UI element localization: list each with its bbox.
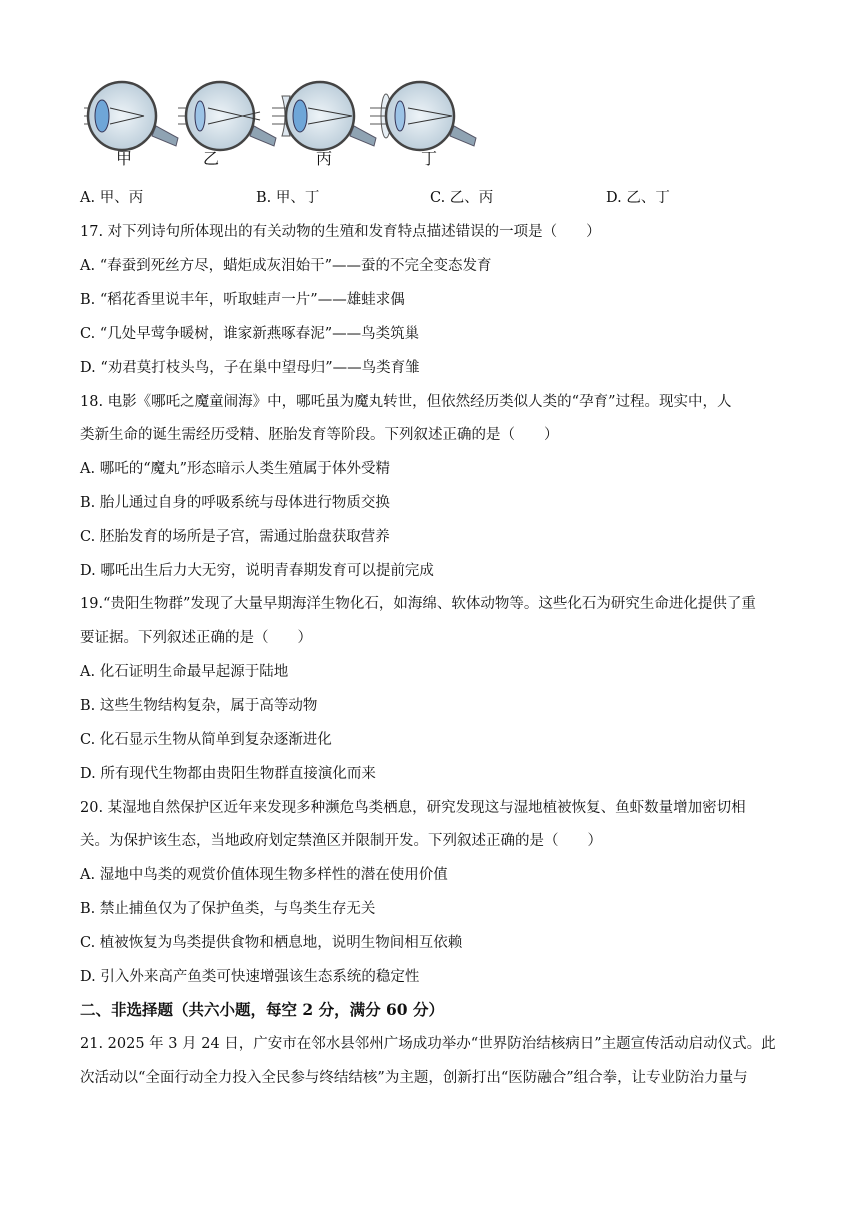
- q16-option-a: A. 甲、丙: [80, 190, 144, 206]
- q16-option-b: B. 甲、丁: [256, 190, 320, 206]
- q20-option-d: D. 引入外来高产鱼类可快速增强该生态系统的稳定性: [80, 969, 420, 985]
- section-2-title: 二、非选择题（共六小题，每空 2 分，满分 60 分）: [80, 1000, 444, 1019]
- q20-option-b: B. 禁止捕鱼仅为了保护鱼类，与鸟类生存无关: [80, 901, 376, 917]
- eye-jia-icon: [84, 82, 178, 150]
- q21-line2: 次活动以“全面行动全力投入全民参与终结结核”为主题，创新打出“医防融合”组合拳，让专业防治力量与: [80, 1070, 748, 1086]
- q18-option-d: D. 哪吒出生后力大无穷，说明青春期发育可以提前完成: [80, 563, 434, 579]
- q19-option-a: A. 化石证明生命最早起源于陆地: [80, 664, 289, 680]
- q19-stem-line2: 要证据。下列叙述正确的是（ ）: [80, 630, 312, 646]
- figure-label-bing: 丙: [316, 149, 333, 168]
- q18-stem-line2: 类新生命的诞生需经历受精、胚胎发育等阶段。下列叙述正确的是（ ）: [80, 427, 559, 443]
- q19-option-d: D. 所有现代生物都由贵阳生物群直接演化而来: [80, 766, 376, 782]
- q20-stem-line1: 20. 某湿地自然保护区近年来发现多种濒危鸟类栖息，研究发现这与湿地植被恢复、鱼虾数量增加密切相: [80, 800, 746, 816]
- q20-option-a: A. 湿地中鸟类的观赏价值体现生物多样性的潜在使用价值: [80, 867, 448, 883]
- q20-stem-line2: 关。为保护该生态，当地政府划定禁渔区并限制开发。下列叙述正确的是（ ）: [80, 833, 602, 849]
- q16-options: [80, 186, 780, 206]
- q19-option-b: B. 这些生物结构复杂，属于高等动物: [80, 698, 318, 714]
- eye-yi-icon: [178, 82, 276, 150]
- q18-option-a: A. 哪吒的“魔丸”形态暗示人类生殖属于体外受精: [80, 461, 391, 477]
- figure-label-jia: 甲: [116, 149, 133, 168]
- figure-label-ding: 丁: [421, 149, 438, 168]
- q19-stem-line1: 19.“贵阳生物群”发现了大量早期海洋生物化石，如海绵、软体动物等。这些化石为研究生命进化提供了重: [80, 596, 756, 612]
- q16-option-d: D. 乙、丁: [606, 190, 670, 206]
- q18-option-b: B. 胎儿通过自身的呼吸系统与母体进行物质交换: [80, 495, 390, 511]
- q17-option-a: A. “春蚕到死丝方尽，蜡炬成灰泪始干”——蚕的不完全变态发育: [80, 258, 492, 274]
- q18-stem-line1: 18. 电影《哪吒之魔童闹海》中，哪吒虽为魔丸转世，但依然经历类似人类的“孕育”过程。现实中，人: [80, 394, 732, 410]
- q17-stem: 17. 对下列诗句所体现出的有关动物的生殖和发育特点描述错误的一项是（ ）: [80, 224, 601, 240]
- q17-option-c: C. “几处早莺争暖树，谁家新燕啄春泥”——鸟类筑巢: [80, 326, 420, 342]
- q17-option-b: B. “稻花香里说丰年，听取蛙声一片”——雄蛙求偶: [80, 292, 405, 308]
- q19-option-c: C. 化石显示生物从简单到复杂逐渐进化: [80, 732, 332, 748]
- q21-line1: 21. 2025 年 3 月 24 日，广安市在邻水县邻州广场成功举办“世界防治结核病日”主题宣传活动启动仪式。此: [80, 1036, 776, 1052]
- figure-label-yi: 乙: [203, 149, 220, 168]
- q16-option-c: C. 乙、丙: [430, 190, 494, 206]
- q18-option-c: C. 胚胎发育的场所是子宫，需通过胎盘获取营养: [80, 529, 390, 545]
- eye-bing-icon: [272, 82, 376, 150]
- eye-ding-icon: [370, 82, 476, 150]
- q20-option-c: C. 植被恢复为鸟类提供食物和栖息地，说明生物间相互依赖: [80, 935, 463, 951]
- q17-option-d: D. “劝君莫打枝头鸟，子在巢中望母归”——鸟类育雏: [80, 360, 420, 376]
- eye-diagram-figure: [80, 78, 480, 174]
